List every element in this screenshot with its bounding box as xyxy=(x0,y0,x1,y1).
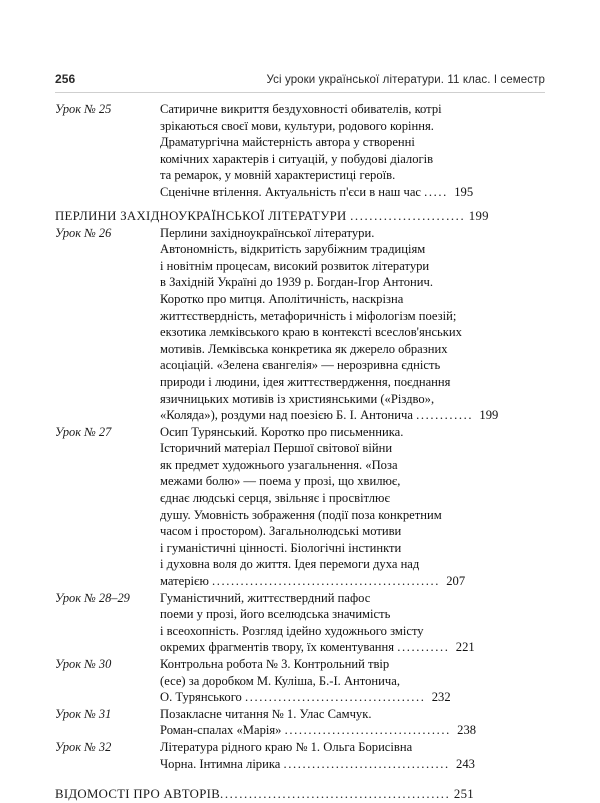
toc-entry xyxy=(55,590,548,656)
table-of-contents xyxy=(55,101,548,803)
toc-section-heading-text: ВІДОМОСТІ ПРО АВТОРІВ xyxy=(55,787,221,802)
toc-page-number: 221 xyxy=(455,640,475,655)
toc-entry-line: мотивів. Лемківська конкретика як джерело образних xyxy=(160,341,448,356)
toc-entry-line: і всеохопність. Розгляд ідейно художнього змісту xyxy=(160,623,424,638)
toc-entry-line-text: окремих фрагментів твору, їх коментування xyxy=(160,640,395,655)
toc-entry-line: (есе) за доробком М. Куліша, Б.-І. Антонича, xyxy=(160,673,400,688)
toc-entry-line: Автономність, відкритість зарубіжним традиціям xyxy=(160,242,426,257)
toc-entry-body xyxy=(160,590,548,656)
toc-entry xyxy=(55,225,548,424)
toc-entry-line: Осип Турянський. Коротко про письменника. xyxy=(160,424,404,439)
toc-leader-dots: ................................................ xyxy=(212,574,440,589)
toc-entry-line: Гуманістичний, життєствердний пафос xyxy=(160,590,371,605)
toc-section-heading xyxy=(55,208,548,225)
toc-entry xyxy=(55,424,548,590)
toc-entry-label: Урок № 26 xyxy=(55,225,112,240)
toc-entry-line: межами болю» — поема у прозі, що хвилює, xyxy=(160,474,401,489)
toc-section-heading xyxy=(55,786,548,803)
toc-entry-line: і новітнім процесам, високий розвиток літератури xyxy=(160,258,430,273)
toc-entry-line: життєствердність, метафоричність і міфологізм поезій; xyxy=(160,308,457,323)
toc-entry-last-line xyxy=(160,573,548,590)
toc-entry-line: екзотика лемківського краю в контексті всеслов'янських xyxy=(160,325,462,340)
toc-page-number: 199 xyxy=(479,408,499,423)
toc-leader-dots: ...................................... xyxy=(245,690,426,705)
toc-entry-line: і гуманістичні цінності. Біологічні інстинкти xyxy=(160,540,402,555)
toc-entry-line: Література рідного краю № 1. Ольга Борисівна xyxy=(160,739,413,754)
toc-entry-line: і духовна воля до життя. Ідея перемоги духа над xyxy=(160,557,420,572)
toc-entry-line: Контрольна робота № 3. Контрольний твір xyxy=(160,657,390,671)
toc-page-number: 199 xyxy=(468,208,489,223)
toc-page-number: 207 xyxy=(446,574,466,589)
toc-entry-last-line xyxy=(160,639,548,656)
toc-entry xyxy=(55,656,548,706)
toc-entry-last-line xyxy=(160,407,548,424)
toc-entry xyxy=(55,101,548,201)
toc-entry xyxy=(55,739,548,772)
page-folio-number: 256 xyxy=(55,72,76,86)
running-head xyxy=(55,72,545,86)
toc-entry-last-line xyxy=(160,689,548,706)
toc-entry-line-text: Сценічне втілення. Актуальність п'єси в наш час xyxy=(160,184,422,199)
toc-entry-line: Коротко про митця. Аполітичність, наскрізна xyxy=(160,291,404,306)
toc-entry-line: комічних характерів і ситуацій, у побудові діалогів xyxy=(160,151,434,166)
toc-entry-label: Урок № 32 xyxy=(55,739,112,754)
toc-entry-line: асоціацій. «Зелена євангелія» — нерозривна єдність xyxy=(160,358,441,373)
toc-entry-line-text: Чорна. Інтимна лірика xyxy=(160,756,281,771)
toc-entry-last-line xyxy=(160,756,548,773)
running-head-rule xyxy=(55,92,545,93)
toc-entry-line: Сатиричне викриття бездуховності обивателів, котрі xyxy=(160,102,442,116)
toc-leader-dots: ................................... xyxy=(283,756,450,771)
toc-entry-body xyxy=(160,101,548,201)
spacer xyxy=(55,772,548,786)
toc-entry-label: Урок № 30 xyxy=(55,657,112,671)
toc-entry-line: Драматургічна майстерність автора у створенні xyxy=(160,135,415,150)
toc-leader-dots: ........................ xyxy=(350,208,466,223)
toc-entry-line-text: матерією xyxy=(160,574,209,589)
toc-leader-dots: ............ xyxy=(416,408,474,423)
toc-leader-dots: ................................................ xyxy=(220,787,451,802)
toc-entry-line: в Західній Україні до 1939 р. Богдан-Ігор Антонич. xyxy=(160,275,434,290)
toc-page-number: 195 xyxy=(454,184,474,199)
spacer xyxy=(55,201,548,208)
toc-entry-line: часом і простором). Загальнолюдські мотиви xyxy=(160,524,402,539)
toc-page-number: 238 xyxy=(457,723,477,738)
toc-entry-body xyxy=(160,424,548,590)
toc-entry-line: як предмет художнього узагальнення. «Поза xyxy=(160,457,398,472)
toc-entry-line: поеми у прозі, його вселюдська значимість xyxy=(160,607,391,622)
running-head-title: Усі уроки української літератури. 11 клас. І семестр xyxy=(266,74,545,86)
toc-entry-line: Перлини західноукраїнської літератури. xyxy=(160,225,375,240)
toc-entry-line: Позакласне читання № 1. Улас Самчук. xyxy=(160,706,372,721)
toc-entry-last-line xyxy=(160,722,548,739)
toc-entry-line-text: Роман-спалах «Марія» xyxy=(160,723,282,738)
toc-entry-body xyxy=(160,739,548,772)
toc-page-number: 232 xyxy=(431,690,451,705)
toc-page-number: 243 xyxy=(456,756,475,771)
toc-entry-line: природи і людини, ідея життєствердження, поєднання xyxy=(160,374,451,389)
toc-entry-body xyxy=(160,706,548,739)
toc-entry-label: Урок № 28–29 xyxy=(55,590,130,605)
toc-entry-label: Урок № 27 xyxy=(55,424,112,439)
toc-entry-body xyxy=(160,225,548,424)
toc-entry-line: душу. Умовність зображення (події поза конкретним xyxy=(160,507,442,522)
toc-entry-last-line xyxy=(160,184,548,201)
toc-entry-line: Історичний матеріал Першої світової війни xyxy=(160,441,393,456)
toc-entry-label: Урок № 31 xyxy=(55,706,112,721)
toc-entry xyxy=(55,706,548,739)
toc-entry-line: язичницьких мотивів із християнськими («Різдво», xyxy=(160,391,435,406)
toc-section-heading-text: ПЕРЛИНИ ЗАХІДНОУКРАЇНСЬКОЇ ЛІТЕРАТУРИ xyxy=(55,208,347,223)
toc-page-number: 251 xyxy=(453,787,475,802)
toc-leader-dots: ................................... xyxy=(284,723,451,738)
toc-leader-dots: ........... xyxy=(397,640,450,655)
toc-entry-line-text: «Коляда»), роздуми над поезією Б. І. Антонича xyxy=(160,408,413,423)
toc-entry-line-text: О. Турянського xyxy=(160,690,242,705)
toc-entry-line: зрікаються своєї мови, культури, родового коріння. xyxy=(160,118,434,133)
toc-entry-body xyxy=(160,656,548,706)
toc-entry-line: єднає людські серця, звільняє і просвітлює xyxy=(160,491,390,506)
toc-leader-dots: ..... xyxy=(424,184,448,199)
toc-entry-line: та ремарок, у мовній характеристиці героїв. xyxy=(160,168,396,183)
toc-entry-label: Урок № 25 xyxy=(55,102,112,116)
